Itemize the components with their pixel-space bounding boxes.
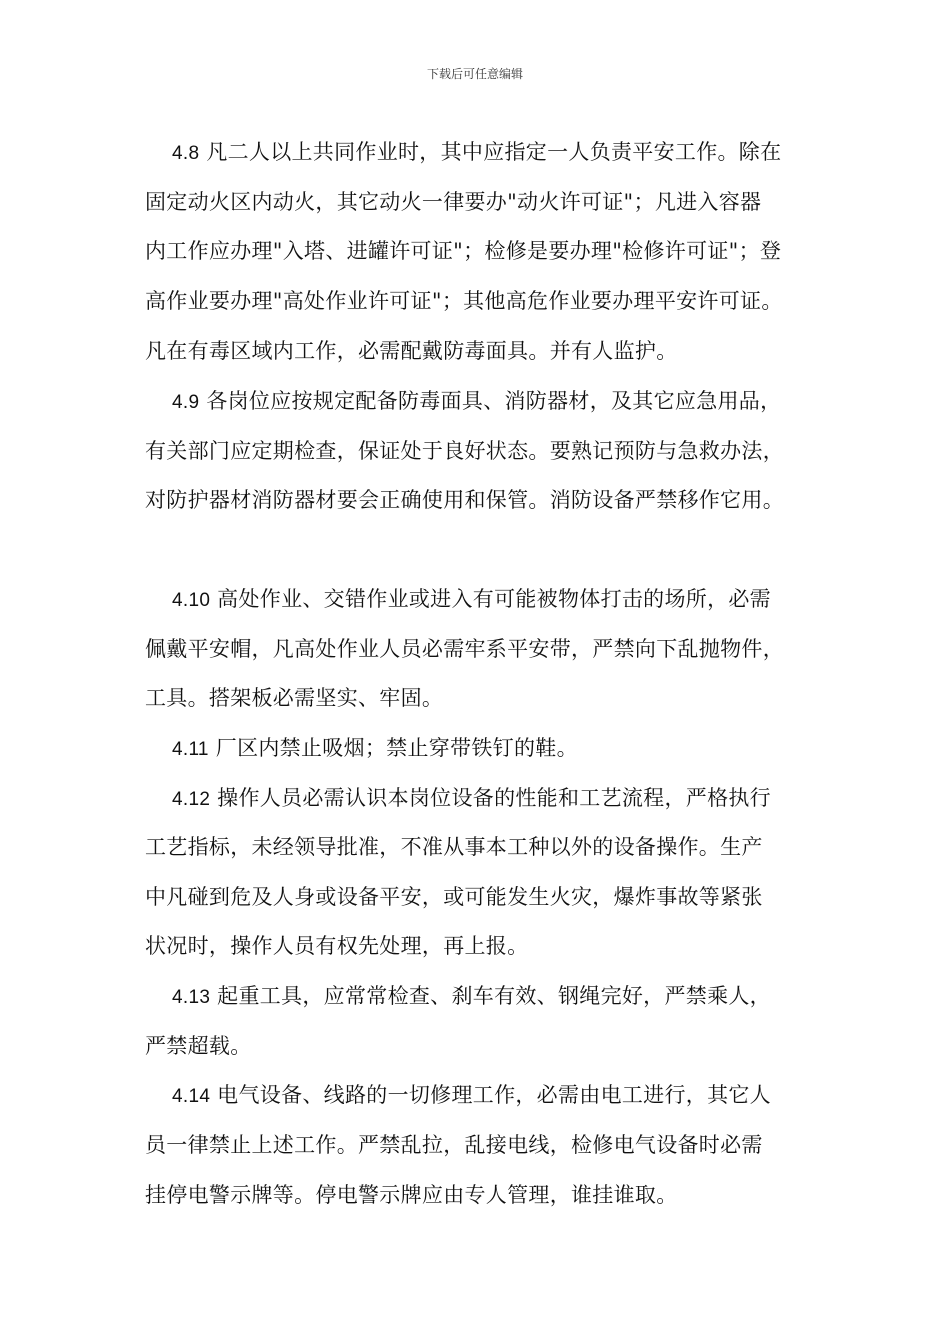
paragraph-4-13-line-1 [172,982,771,1012]
paragraph-4-12-line-2: 工艺指标，未经领导批准，不准从事本工种以外的设备操作。生产 [145,835,763,859]
paragraph-text: 高处作业、交错作业或进入有可能被物体打击的场所，必需 [217,587,771,611]
paragraph-4-10-line-1 [172,585,771,615]
section-number: 4.13 [172,987,211,1008]
paragraph-4-13-line-2: 严禁超载。 [145,1034,252,1058]
paragraph-4-10-line-2: 佩戴平安帽，凡高处作业人员必需牢系平安带，严禁向下乱抛物件， [145,637,784,661]
paragraph-4-8-line-4: 高作业要办理"高处作业许可证"；其他高危作业要办理平安许可证。 [145,289,783,313]
section-number: 4.8 [172,143,200,164]
paragraph-4-12-line-4: 状况时，操作人员有权先处理，再上报。 [145,934,529,958]
paragraph-text: 电气设备、线路的一切修理工作，必需由电工进行，其它人 [217,1083,771,1107]
paragraph-4-14-line-1 [172,1081,771,1111]
paragraph-4-11-line-1 [172,734,578,764]
section-number: 4.12 [172,789,211,810]
paragraph-4-9-line-2: 有关部门应定期检查，保证处于良好状态。要熟记预防与急救办法， [145,439,784,463]
paragraph-text: 各岗位应按规定配备防毒面具、消防器材，及其它应急用品， [206,389,782,413]
paragraph-text: 起重工具，应常常检查、刹车有效、钢绳完好，严禁乘人， [217,984,771,1008]
paragraph-4-8-line-5: 凡在有毒区域内工作，必需配戴防毒面具。并有人监护。 [145,339,678,363]
paragraph-4-9-line-3: 对防护器材消防器材要会正确使用和保管。消防设备严禁移作它用。 [145,488,784,512]
section-number: 4.9 [172,392,200,413]
paragraph-text: 凡二人以上共同作业时，其中应指定一人负责平安工作。除在 [206,140,782,164]
paragraph-4-8-line-1 [172,138,781,168]
paragraph-4-8-line-3: 内工作应办理"入塔、进罐许可证"；检修是要办理"检修许可证"；登 [145,239,782,263]
paragraph-4-14-line-2: 员一律禁止上述工作。严禁乱拉，乱接电线，检修电气设备时必需 [145,1133,763,1157]
paragraph-4-12-line-1 [172,784,771,814]
paragraph-4-12-line-3: 中凡碰到危及人身或设备平安，或可能发生火灾，爆炸事故等紧张 [145,885,763,909]
section-number: 4.11 [172,739,209,760]
paragraph-text: 厂区内禁止吸烟；禁止穿带铁钉的鞋。 [215,736,578,760]
section-number: 4.10 [172,590,211,611]
paragraph-text: 操作人员必需认识本岗位设备的性能和工艺流程，严格执行 [217,786,771,810]
paragraph-4-9-line-1 [172,387,781,417]
paragraph-4-14-line-3: 挂停电警示牌等。停电警示牌应由专人管理，谁挂谁取。 [145,1183,678,1207]
page-header: 下载后可任意编辑 [426,67,523,81]
paragraph-4-8-line-2: 固定动火区内动火，其它动火一律要办"动火许可证"；凡进入容器 [145,190,762,214]
section-number: 4.14 [172,1086,211,1107]
paragraph-4-10-line-3: 工具。搭架板必需坚实、牢固。 [145,686,444,710]
